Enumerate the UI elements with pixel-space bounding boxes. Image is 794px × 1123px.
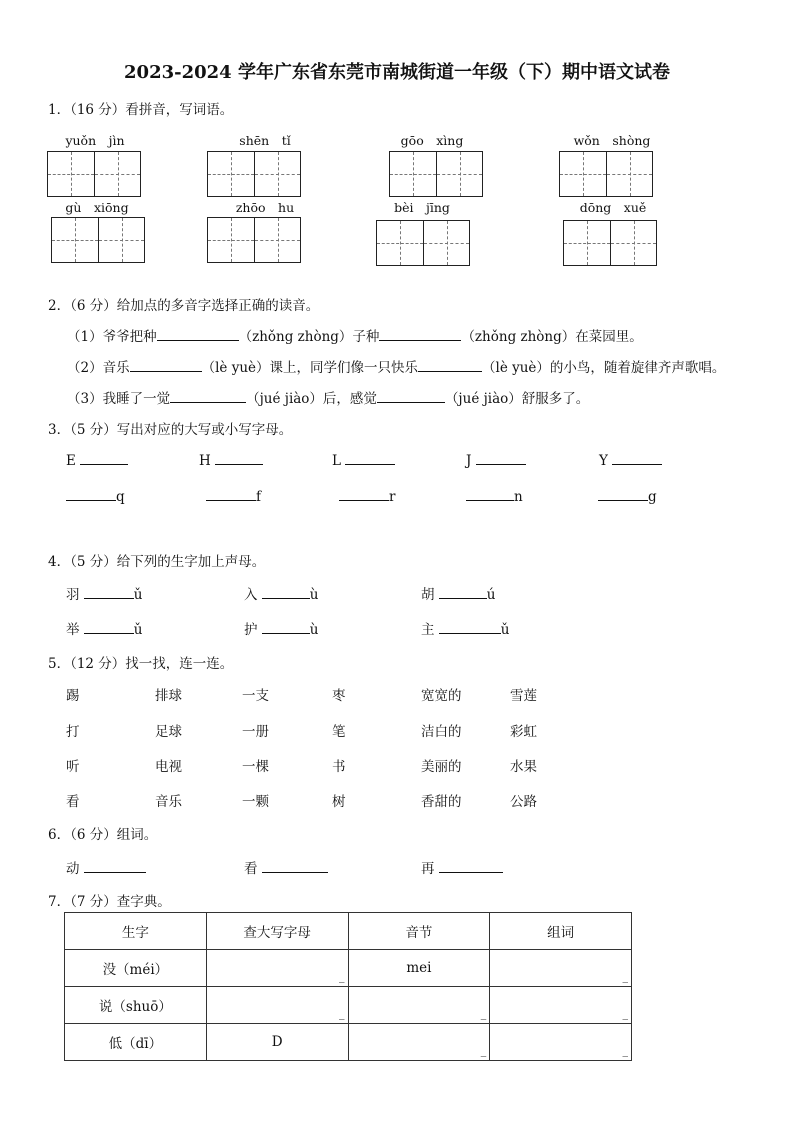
write-grid-8[interactable] <box>563 220 657 266</box>
match-word[interactable]: 枣 <box>332 688 346 704</box>
match-word[interactable]: 洁白的 <box>421 724 462 740</box>
q2-line-3: （3）我睡了一觉 （jué jiào）后，感觉 （jué jiào）舒服多了。 <box>67 391 590 407</box>
write-grid-7[interactable] <box>376 220 470 266</box>
letter-lower-1: q <box>66 488 125 505</box>
initial-item-1: 羽 ǔ <box>66 587 143 603</box>
answer-blank[interactable] <box>157 328 239 341</box>
page-title: 2023-2024 学年广东省东莞市南城街道一年级（下）期中语文试卷 <box>124 62 670 83</box>
write-grid-5[interactable] <box>51 217 145 263</box>
compose-item-3: 再 <box>421 857 503 877</box>
match-word[interactable]: 彩虹 <box>510 724 537 740</box>
match-word[interactable]: 一册 <box>242 724 269 740</box>
match-word[interactable]: 看 <box>66 794 80 810</box>
initial-item-5: 护 ù <box>244 622 319 638</box>
pinyin-7: bèi jīng <box>394 200 450 215</box>
answer-blank[interactable] <box>418 359 482 372</box>
answer-blank[interactable] <box>130 359 202 372</box>
pinyin-4: wǒn shòng <box>573 133 651 148</box>
match-word[interactable]: 听 <box>66 759 80 775</box>
write-grid-2[interactable] <box>207 151 301 197</box>
letter-upper-1: E <box>66 452 128 469</box>
q1-label: 1．（16 分）看拼音，写词语。 <box>48 102 234 118</box>
q6-label: 6．（6 分）组词。 <box>48 827 158 843</box>
match-word[interactable]: 水果 <box>510 759 537 775</box>
match-word[interactable]: 音乐 <box>155 794 182 810</box>
table-row: 低（dī） D _ _ <box>65 1024 632 1061</box>
dictionary-table <box>64 912 632 1061</box>
compose-item-1: 动 <box>66 857 146 877</box>
initial-item-2: 入 ù <box>244 587 319 603</box>
write-grid-4[interactable] <box>559 151 653 197</box>
table-header-row: 生字 查大写字母 音节 组词 <box>65 913 632 950</box>
match-word[interactable]: 宽宽的 <box>421 688 462 704</box>
match-word[interactable]: 书 <box>332 759 346 775</box>
letter-upper-4: J <box>466 452 526 469</box>
q3-label: 3．（5 分）写出对应的大写或小写字母。 <box>48 422 293 438</box>
letter-upper-3: L <box>332 452 395 469</box>
match-word[interactable]: 公路 <box>510 794 537 810</box>
match-word[interactable]: 美丽的 <box>421 759 462 775</box>
answer-cell[interactable]: _ <box>490 987 632 1024</box>
answer-cell[interactable]: _ <box>490 1024 632 1061</box>
answer-blank[interactable] <box>170 390 246 403</box>
q7-label: 7．（7 分）查字典。 <box>48 894 171 910</box>
write-grid-1[interactable] <box>47 151 141 197</box>
compose-item-2: 看 <box>244 857 328 877</box>
match-word[interactable]: 踢 <box>66 688 80 704</box>
letter-lower-4: n <box>466 488 523 505</box>
match-word[interactable]: 一支 <box>242 688 269 704</box>
match-word[interactable]: 打 <box>66 724 80 740</box>
pinyin-5: gù xiōng <box>65 200 129 215</box>
answer-blank[interactable] <box>377 390 445 403</box>
letter-upper-2: H <box>199 452 263 469</box>
q5-label: 5．（12 分）找一找，连一连。 <box>48 656 234 672</box>
pinyin-2: shēn tǐ <box>239 133 291 148</box>
write-grid-6[interactable] <box>207 217 301 263</box>
q2-label: 2．（6 分）给加点的多音字选择正确的读音。 <box>48 298 320 314</box>
q4-label: 4．（5 分）给下列的生字加上声母。 <box>48 554 266 570</box>
pinyin-1: yuǒn jìn <box>65 133 125 148</box>
letter-upper-5: Y <box>599 452 662 469</box>
initial-item-4: 举 ǔ <box>66 622 143 638</box>
answer-cell[interactable]: _ <box>348 987 490 1024</box>
answer-cell[interactable]: _ <box>348 1024 490 1061</box>
match-word[interactable]: 香甜的 <box>421 794 462 810</box>
match-word[interactable]: 雪莲 <box>510 688 537 704</box>
letter-lower-3: r <box>339 488 395 505</box>
q2-line-1: （1）爷爷把种 （zhǒng zhòng）子种 （zhǒng zhòng）在菜园里。 <box>67 329 643 345</box>
letter-lower-2: f <box>206 488 261 505</box>
match-word[interactable]: 排球 <box>155 688 182 704</box>
match-word[interactable]: 足球 <box>155 724 182 740</box>
answer-cell[interactable]: _ <box>490 950 632 987</box>
answer-cell[interactable]: _ <box>206 950 348 987</box>
pinyin-8: dōng xuě <box>579 200 647 215</box>
match-word[interactable]: 电视 <box>155 759 182 775</box>
match-word[interactable]: 笔 <box>332 724 346 740</box>
answer-blank[interactable] <box>379 328 461 341</box>
match-word[interactable]: 一颗 <box>242 794 269 810</box>
match-word[interactable]: 一棵 <box>242 759 269 775</box>
initial-item-6: 主 ǔ <box>421 622 510 638</box>
table-row: 说（shuō） _ _ _ <box>65 987 632 1024</box>
match-word[interactable]: 树 <box>332 794 346 810</box>
write-grid-3[interactable] <box>389 151 483 197</box>
pinyin-3: gōo xìng <box>400 133 464 148</box>
answer-cell[interactable]: _ <box>206 987 348 1024</box>
pinyin-6: zhōo hu <box>235 200 295 215</box>
letter-lower-5: g <box>598 488 657 505</box>
table-row: 没（méi） _ mei _ <box>65 950 632 987</box>
initial-item-3: 胡 ú <box>421 587 496 603</box>
q2-line-2: （2）音乐 （lè yuè）课上，同学们像一只快乐 （lè yuè）的小鸟，随着旋律齐声歌唱。 <box>67 360 726 376</box>
